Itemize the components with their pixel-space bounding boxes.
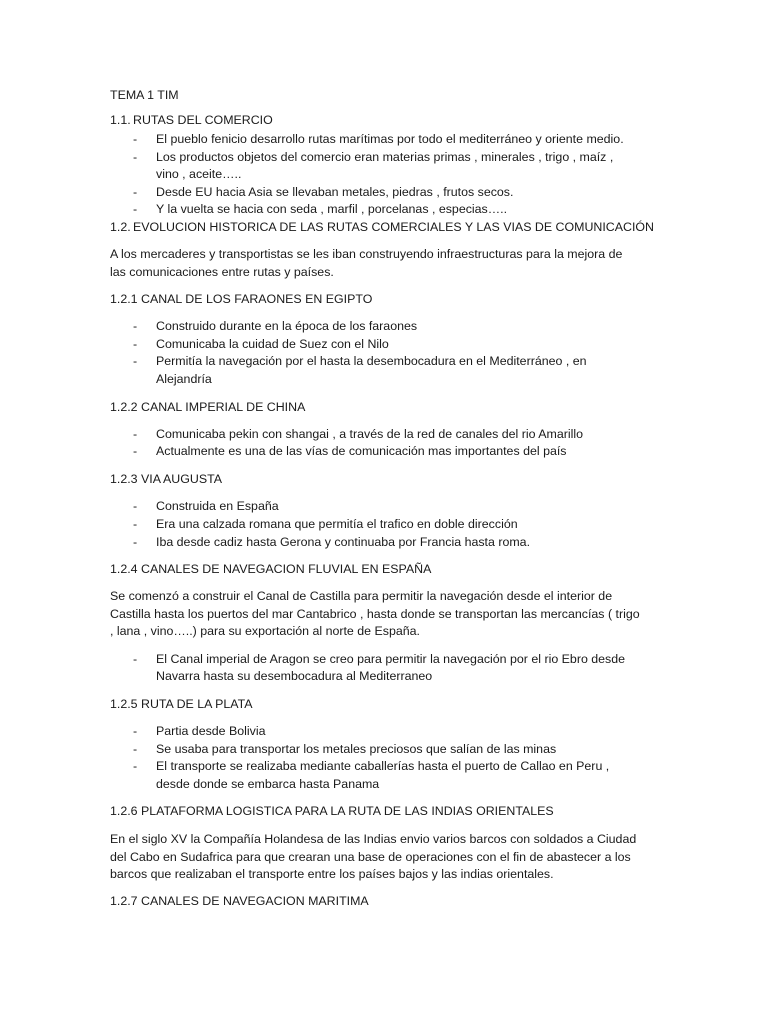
bullet-text-continued: Alejandría xyxy=(156,372,212,386)
bullet-marker: - xyxy=(133,499,138,513)
bullet-text: Los productos objetos del comercio eran materias primas , minerales , trigo , maíz , xyxy=(156,150,614,164)
bullet-marker: - xyxy=(133,517,138,531)
paragraph-line: Se comenzó a construir el Canal de Castilla para permitir la navegación desde el interior de xyxy=(110,589,613,603)
subsection-heading: 1.2.2 CANAL IMPERIAL DE CHINA xyxy=(110,400,306,414)
bullet-text: El pueblo fenicio desarrollo rutas marítimas por todo el mediterráneo y oriente medio. xyxy=(156,132,624,146)
bullet-marker: - xyxy=(133,742,138,756)
bullet-marker: - xyxy=(133,724,138,738)
bullet-text: Comunicaba pekin con shangai , a través de la red de canales del rio Amarillo xyxy=(156,427,584,441)
paragraph-line: del Cabo en Sudafrica para que crearan una base de operaciones con el fin de abastecer a los xyxy=(110,850,631,864)
document-title: TEMA 1 TIM xyxy=(110,88,179,102)
paragraph-line: En el siglo XV la Compañía Holandesa de las Indias envio varios barcos con soldados a Ciudad xyxy=(110,832,637,846)
bullet-marker: - xyxy=(133,150,138,164)
bullet-text: Y la vuelta se hacia con seda , marfil , porcelanas , especias….. xyxy=(156,202,508,216)
section-heading: EVOLUCION HISTORICA DE LAS RUTAS COMERCIALES Y LAS VIAS DE COMUNICACIÓN xyxy=(133,220,654,234)
bullet-text: Comunicaba la cuidad de Suez con el Nilo xyxy=(156,337,389,351)
subsection-heading: 1.2.7 CANALES DE NAVEGACION MARITIMA xyxy=(110,894,369,908)
paragraph-line: Castilla hasta los puertos del mar Cantabrico , hasta donde se transportan las mercancías ( trigo xyxy=(110,607,640,621)
bullet-text-continued: desde donde se embarca hasta Panama xyxy=(156,777,380,791)
bullet-text-continued: Navarra hasta su desembocadura al Mediterraneo xyxy=(156,669,433,683)
paragraph-line: A los mercaderes y transportistas se les iban construyendo infraestructuras para la mejora de xyxy=(110,247,623,261)
section-heading: RUTAS DEL COMERCIO xyxy=(133,113,273,127)
bullet-text: El Canal imperial de Aragon se creo para permitir la navegación por el rio Ebro desde xyxy=(156,652,626,666)
bullet-text: Construida en España xyxy=(156,499,279,513)
subsection-heading: 1.2.5 RUTA DE LA PLATA xyxy=(110,697,253,711)
bullet-text: Construido durante en la época de los faraones xyxy=(156,319,418,333)
paragraph-line: , lana , vino…..) para su exportación al norte de España. xyxy=(110,624,420,638)
bullet-marker: - xyxy=(133,202,138,216)
bullet-marker: - xyxy=(133,185,138,199)
bullet-marker: - xyxy=(133,444,138,458)
subsection-heading: 1.2.3 VIA AUGUSTA xyxy=(110,472,223,486)
bullet-text: Partia desde Bolivia xyxy=(156,724,266,738)
bullet-text: Permitía la navegación por el hasta la desembocadura en el Mediterráneo , en xyxy=(156,354,587,368)
bullet-marker: - xyxy=(133,132,138,146)
bullet-marker: - xyxy=(133,535,138,549)
bullet-text: Desde EU hacia Asia se llevaban metales, piedras , frutos secos. xyxy=(156,185,514,199)
subsection-heading: 1.2.1 CANAL DE LOS FARAONES EN EGIPTO xyxy=(110,292,373,306)
bullet-marker: - xyxy=(133,759,138,773)
bullet-text-continued: vino , aceite….. xyxy=(156,167,242,181)
bullet-marker: - xyxy=(133,652,138,666)
bullet-text: Se usaba para transportar los metales preciosos que salían de las minas xyxy=(156,742,557,756)
section-number: 1.1. xyxy=(110,113,131,127)
subsection-heading: 1.2.4 CANALES DE NAVEGACION FLUVIAL EN ESPAÑA xyxy=(110,562,432,576)
bullet-text: El transporte se realizaba mediante caballerías hasta el puerto de Callao en Peru , xyxy=(156,759,610,773)
bullet-text: Iba desde cadiz hasta Gerona y continuaba por Francia hasta roma. xyxy=(156,535,531,549)
bullet-text: Era una calzada romana que permitía el trafico en doble dirección xyxy=(156,517,518,531)
paragraph-line: barcos que realizaban el transporte entre los países bajos y las indias orientales. xyxy=(110,867,554,881)
bullet-marker: - xyxy=(133,427,138,441)
bullet-text: Actualmente es una de las vías de comunicación mas importantes del país xyxy=(156,444,567,458)
bullet-marker: - xyxy=(133,319,138,333)
paragraph-line: las comunicaciones entre rutas y países. xyxy=(110,265,334,279)
bullet-marker: - xyxy=(133,337,138,351)
subsection-heading: 1.2.6 PLATAFORMA LOGISTICA PARA LA RUTA DE LAS INDIAS ORIENTALES xyxy=(110,804,554,818)
bullet-marker: - xyxy=(133,354,138,368)
section-number: 1.2. xyxy=(110,220,131,234)
